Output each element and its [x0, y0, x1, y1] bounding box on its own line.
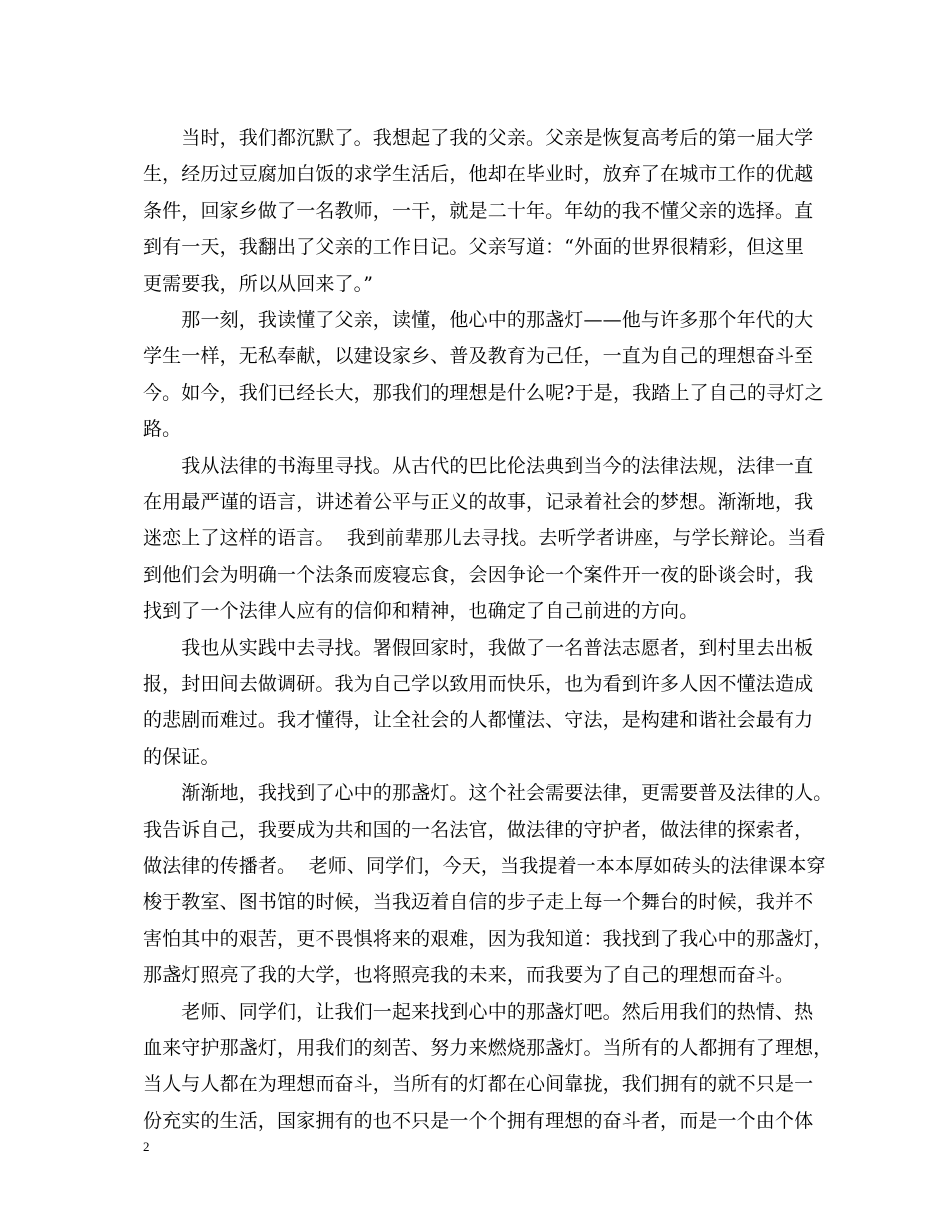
- text-line: 在用最严谨的语言，讲述着公平与正义的故事，记录着社会的梦想。渐渐地，我: [143, 491, 814, 513]
- text-line: 梭于教室、图书馆的时候，当我迈着自信的步子走上每一个舞台的时候，我并不: [143, 891, 814, 914]
- text-line: 报，封田间去做调研。我为自己学以致用而快乐，也为看到许多人因不懂法造成: [143, 673, 814, 695]
- text-line: 更需要我，所以从回来了。”: [143, 272, 374, 295]
- text-line: 那一刻，我读懂了父亲，读懂，他心中的那盏灯——他与许多那个年代的大: [143, 309, 814, 331]
- text-line: 生，经历过豆腐加白饭的求学生活后，他却在毕业时，放弃了在城市工作的优越: [143, 163, 814, 186]
- text-line: 份充实的生活，国家拥有的也不只是一个个拥有理想的奋斗者，而是一个由个体: [143, 1109, 814, 1132]
- text-line: 我告诉自己，我要成为共和国的一名法官，做法律的守护者，做法律的探索者，: [143, 818, 814, 841]
- text-line: 当人与人都在为理想而奋斗，当所有的灯都在心间靠拢，我们拥有的就不只是一: [143, 1073, 814, 1096]
- text-line: 到有一天，我翻出了父亲的工作日记。父亲写道：“外面的世界很精彩，但这里: [143, 236, 804, 259]
- text-line: 当时，我们都沉默了。我想起了我的父亲。父亲是恢复高考后的第一届大学: [143, 127, 814, 149]
- text-line: 的悲剧而难过。我才懂得，让全社会的人都懂法、守法，是构建和谐社会最有力: [143, 709, 814, 732]
- text-line: 做法律的传播者。 老师、同学们，今天，当我提着一本本厚如砖头的法律课本穿: [143, 855, 826, 877]
- text-line: 害怕其中的艰苦，更不畏惧将来的艰难，因为我知道：我找到了我心中的那盏灯，: [143, 927, 833, 950]
- text-line: 到他们会为明确一个法条而废寝忘食，会因争论一个案件开一夜的卧谈会时，我: [143, 563, 814, 586]
- text-line: 路。: [143, 418, 182, 441]
- text-line: 学生一样，无私奉献，以建设家乡、普及教育为己任，一直为自己的理想奋斗至: [143, 345, 814, 368]
- text-line: 今。如今，我们已经长大，那我们的理想是什么呢?于是，我踏上了自己的寻灯之: [143, 381, 824, 404]
- text-line: 的保证。: [143, 745, 220, 768]
- text-line: 老师、同学们，让我们一起来找到心中的那盏灯吧。然后用我们的热情、热: [143, 1000, 814, 1023]
- page-number: 2: [143, 1139, 150, 1154]
- text-line: 我从法律的书海里寻找。从古代的巴比伦法典到当今的法律法规，法律一直: [143, 454, 814, 477]
- text-line: 血来守护那盏灯，用我们的刻苦、努力来燃烧那盏灯。当所有的人都拥有了理想，: [143, 1037, 833, 1059]
- text-line: 找到了一个法律人应有的信仰和精神，也确定了自己前进的方向。: [143, 600, 699, 623]
- text-line: 渐渐地，我找到了心中的那盏灯。这个社会需要法律，更需要普及法律的人。: [143, 782, 833, 805]
- text-line: 条件，回家乡做了一名教师，一干，就是二十年。年幼的我不懂父亲的选择。直: [143, 199, 814, 222]
- text-line: 迷恋上了这样的语言。 我到前辈那儿去寻找。去听学者讲座，与学长辩论。当看: [143, 527, 826, 550]
- text-line: 我也从实践中去寻找。署假回家时，我做了一名普法志愿者，到村里去出板: [143, 636, 814, 659]
- text-line: 那盏灯照亮了我的大学，也将照亮我的未来，而我要为了自己的理想而奋斗。: [143, 964, 795, 987]
